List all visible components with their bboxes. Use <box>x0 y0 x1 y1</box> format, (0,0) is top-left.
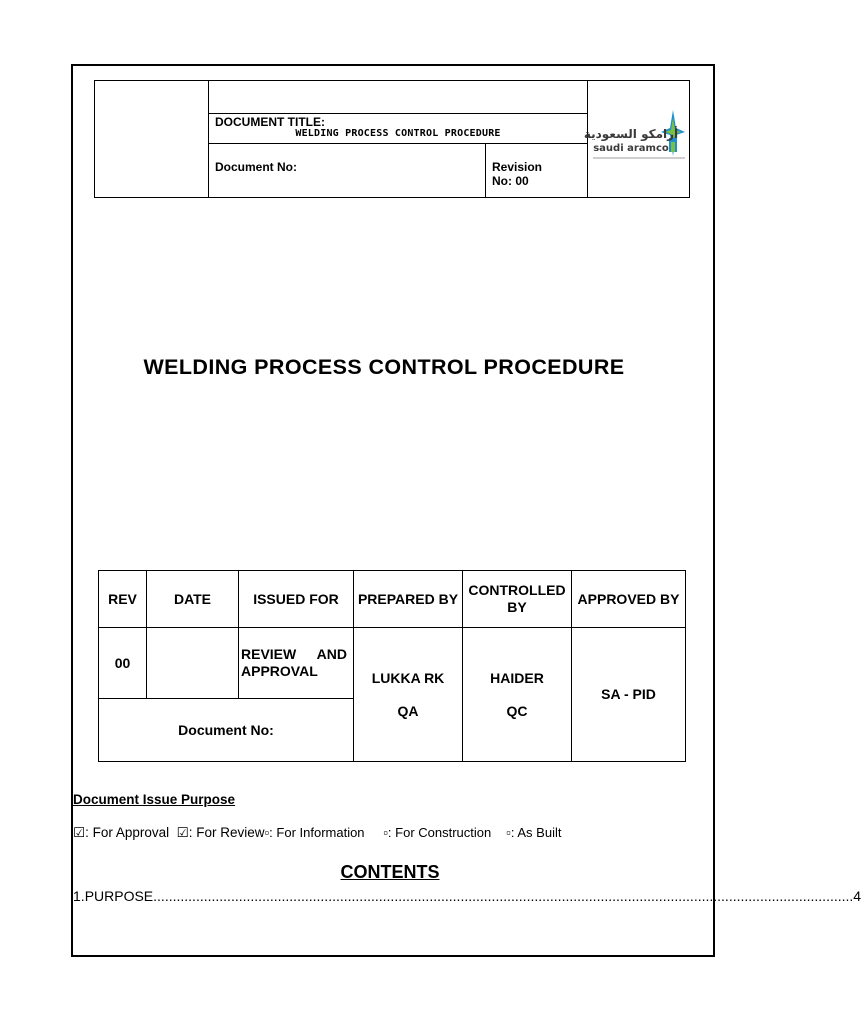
issue-purpose-options <box>73 825 561 841</box>
toc-item-page: 4 <box>853 888 861 904</box>
document-number-label: Document No: <box>215 160 297 174</box>
issue-purpose-heading: Document Issue Purpose <box>73 792 236 807</box>
option-construction-label: : For Construction <box>387 825 492 840</box>
approval-checkbox-icon: ☑ <box>73 825 86 840</box>
header-blank-cell <box>95 81 209 198</box>
document-number-cell <box>209 144 486 198</box>
header-top-cell <box>209 81 588 114</box>
controlled-by-cell <box>463 628 572 762</box>
rev-value: 00 <box>99 628 147 699</box>
option-as-built-label: : As Built <box>510 825 562 840</box>
approved-by-value: SA - PID <box>572 628 686 762</box>
revision-label: Revision <box>492 160 543 174</box>
revision-value: No: 00 <box>492 174 529 188</box>
toc-item[interactable] <box>73 888 861 904</box>
option-approval-label: : For Approval <box>85 825 170 840</box>
option-review-label: : For Review <box>188 825 265 840</box>
as-built-checkbox-icon: ▫ <box>506 825 511 840</box>
prepared-by-name: LUKKA RK <box>371 669 445 686</box>
col-header-issued-for: ISSUED FOR <box>239 571 354 628</box>
toc-item-number: 1. <box>73 888 85 904</box>
document-title-cell <box>209 114 588 144</box>
logo-latin-text: saudi aramco <box>592 142 669 154</box>
table-document-number-label: Document No: <box>99 699 354 762</box>
prepared-by-cell <box>354 628 463 762</box>
document-title-value: WELDING PROCESS CONTROL PROCEDURE <box>295 128 501 139</box>
revision-table <box>98 570 686 762</box>
logo-arabic-text: أرامكو السعودية <box>583 126 678 141</box>
review-checkbox-icon: ☑ <box>176 825 189 840</box>
toc-item-title: PURPOSE <box>84 888 154 904</box>
header-table <box>94 80 690 198</box>
controlled-by-role: QC <box>506 702 528 719</box>
prepared-by-role: QA <box>397 702 419 719</box>
controlled-by-name: HAIDER <box>490 669 544 686</box>
toc-leader-dots: .................................................................................................................................................................................... <box>153 888 854 904</box>
saudi-aramco-logo <box>583 108 687 168</box>
construction-checkbox-icon: ▫ <box>383 825 388 840</box>
col-header-date: DATE <box>147 571 239 628</box>
issued-for-value: REVIEW AND APPROVAL <box>239 628 354 699</box>
document-title-label: DOCUMENT TITLE: <box>215 115 325 129</box>
main-title: WELDING PROCESS CONTROL PROCEDURE <box>143 355 625 379</box>
date-value <box>147 628 239 699</box>
col-header-prepared-by: PREPARED BY <box>354 571 463 628</box>
col-header-controlled-by: CONTROLLED BY <box>463 571 572 628</box>
contents-heading: CONTENTS <box>340 862 440 882</box>
information-checkbox-icon: ▫ <box>264 825 270 840</box>
col-header-approved-by: APPROVED BY <box>572 571 686 628</box>
col-header-rev: REV <box>99 571 147 628</box>
option-information-label: : For Information <box>269 825 365 840</box>
logo-cell <box>583 81 690 198</box>
revision-cell <box>486 144 588 198</box>
